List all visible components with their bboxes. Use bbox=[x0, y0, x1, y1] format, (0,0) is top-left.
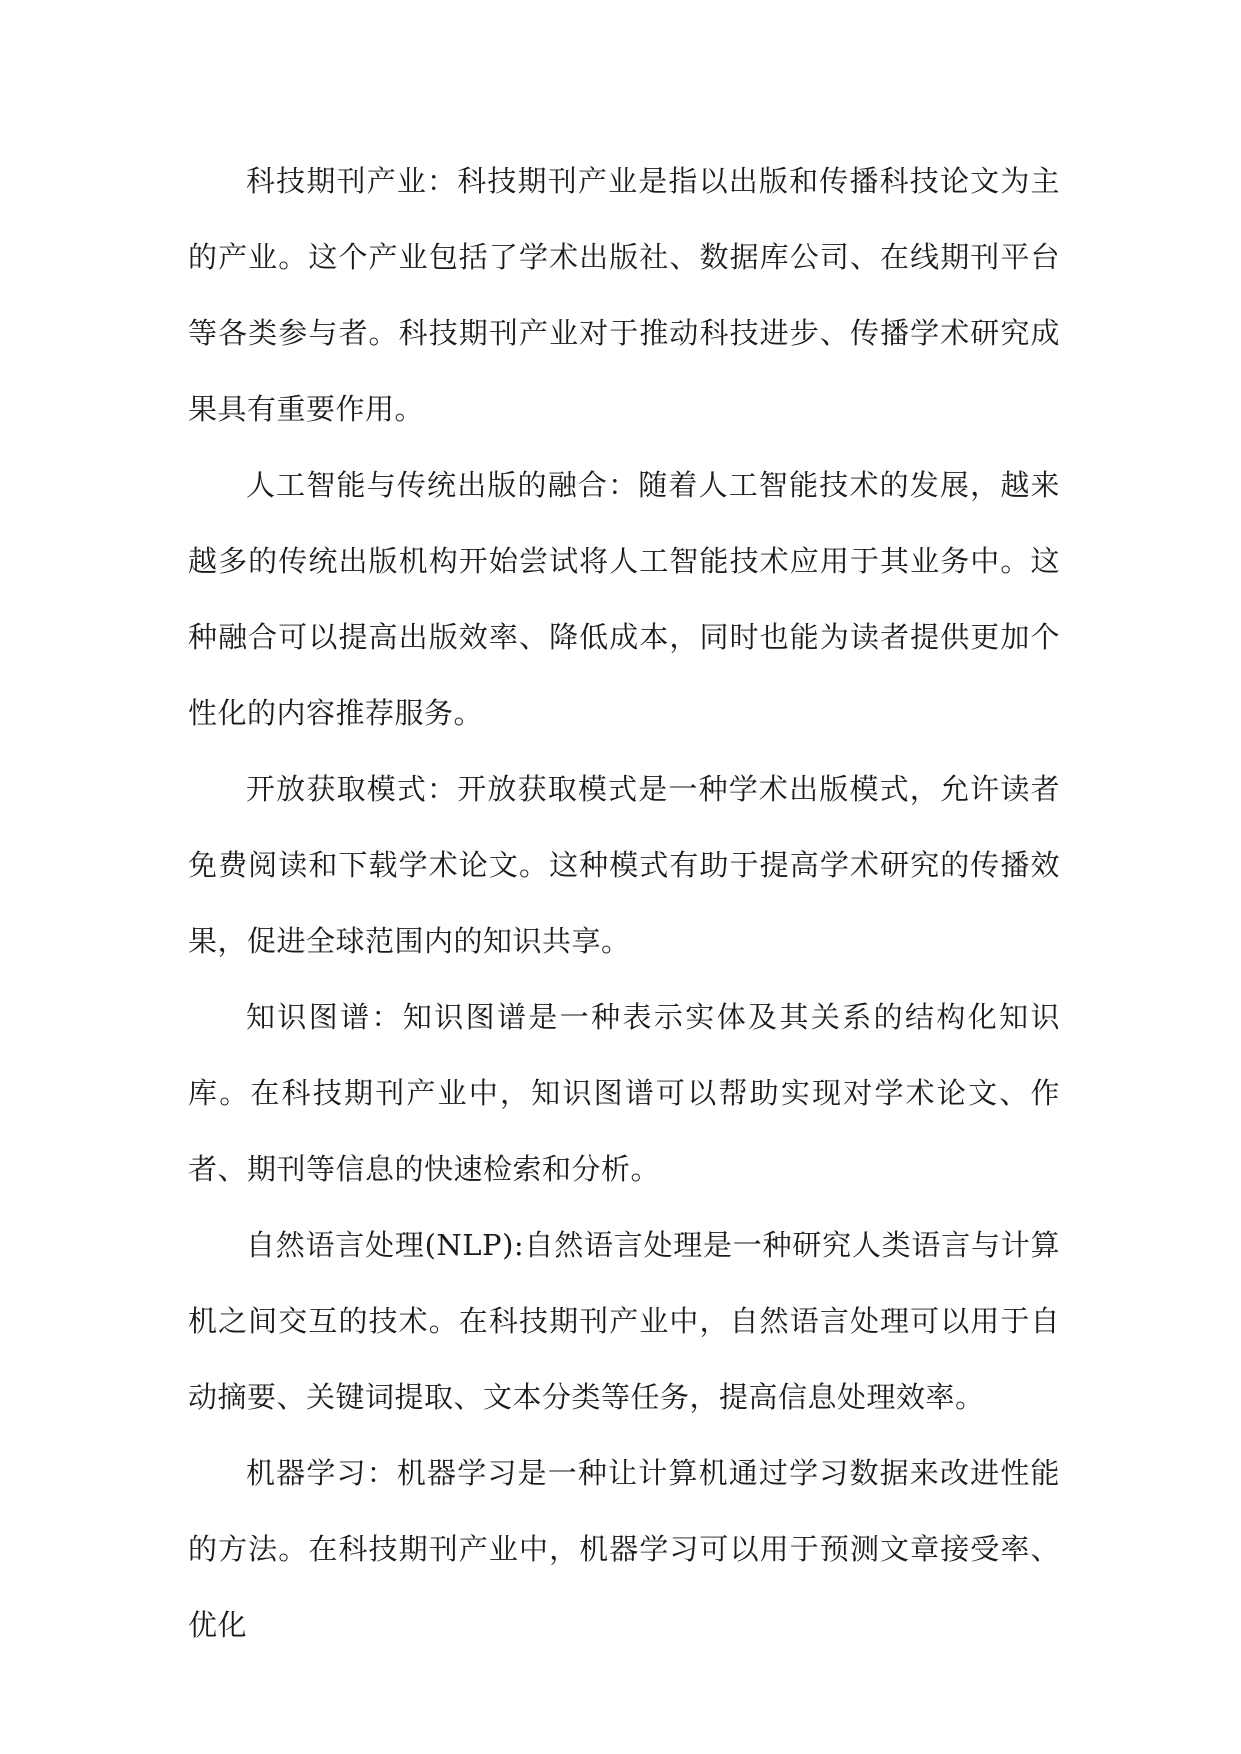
paragraph-sci-tech-journal-industry: 科技期刊产业：科技期刊产业是指以出版和传播科技论文为主的产业。这个产业包括了学术出版社、数据库公司、在线期刊平台等各类参与者。科技期刊产业对于推动科技进步、传播学术研究成果具有重要作用。 bbox=[188, 164, 1060, 426]
paragraph-nlp: 自然语言处理(NLP):自然语言处理是一种研究人类语言与计算机之间交互的技术。在科技期刊产业中，自然语言处理可以用于自动摘要、关键词提取、文本分类等任务，提高信息处理效率。 bbox=[188, 1228, 1060, 1414]
paragraph-machine-learning: 机器学习：机器学习是一种让计算机通过学习数据来改进性能的方法。在科技期刊产业中，机器学习可以用于预测文章接受率、优化 bbox=[188, 1456, 1060, 1642]
paragraph-knowledge-graph: 知识图谱：知识图谱是一种表示实体及其关系的结构化知识库。在科技期刊产业中，知识图谱可以帮助实现对学术论文、作者、期刊等信息的快速检索和分析。 bbox=[188, 1000, 1060, 1186]
paragraph-ai-traditional-publishing: 人工智能与传统出版的融合：随着人工智能技术的发展，越来越多的传统出版机构开始尝试将人工智能技术应用于其业务中。这种融合可以提高出版效率、降低成本，同时也能为读者提供更加个性化的内容推荐服务。 bbox=[188, 468, 1060, 730]
paragraph-open-access: 开放获取模式：开放获取模式是一种学术出版模式，允许读者免费阅读和下载学术论文。这种模式有助于提高学术研究的传播效果，促进全球范围内的知识共享。 bbox=[188, 772, 1060, 958]
document-body bbox=[188, 143, 1060, 1663]
